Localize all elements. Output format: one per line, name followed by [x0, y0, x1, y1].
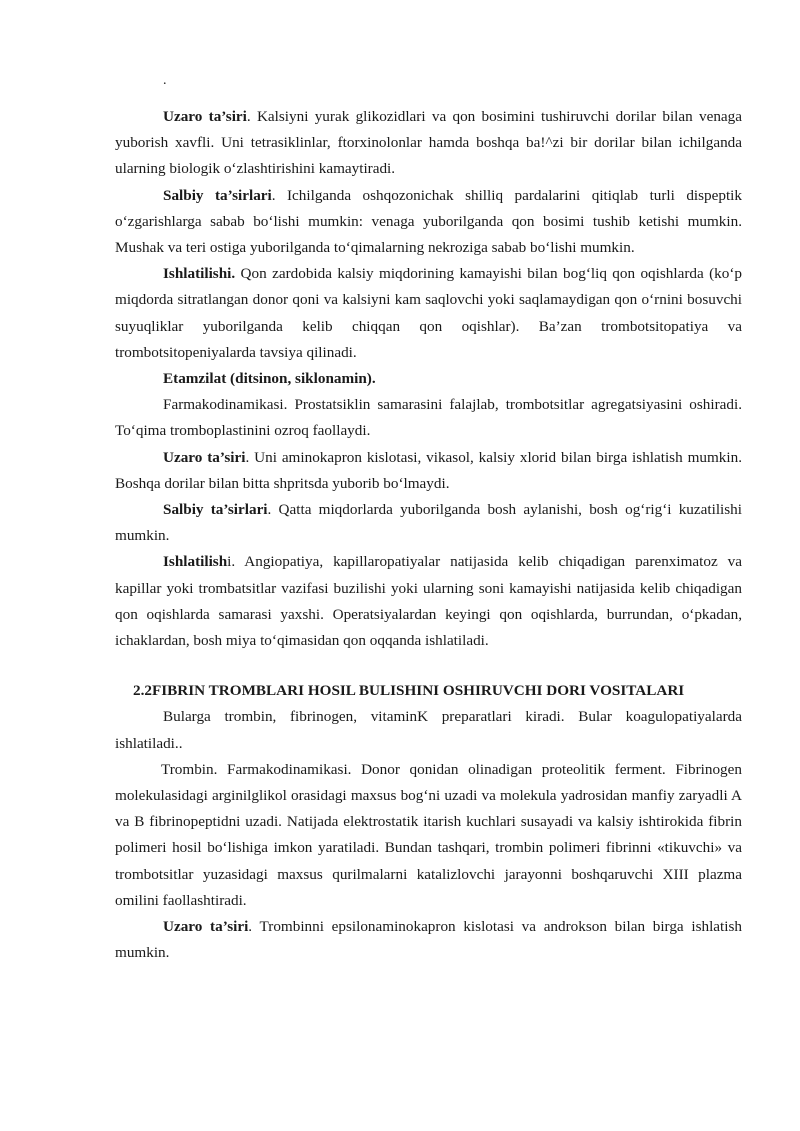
paragraph-lead: Ishlatilishi. [163, 265, 236, 283]
paragraph-lead: Ishlatilish [163, 553, 228, 571]
paragraph-text: . Qatta miqdorlarda yuborilganda bosh aylanishi, bosh og‘rig‘i kuzatilishi mumkin. [115, 501, 742, 545]
paragraph-lead: Uzaro ta’siri [163, 448, 246, 466]
paragraph-interaction [115, 104, 742, 183]
paragraph-intro [115, 704, 742, 756]
paragraph-usage [115, 261, 742, 366]
paragraph-text: . Kalsiyni yurak glikozidlari va qon bosimini tushiruvchi dorilar bilan venaga yuborish xavfli. Uni tetrasiklinlar, ftorxinolonlar hamda boshqa ba!^zi bir dorilar bilan ichilganda ularning biologik o‘zlashtirishini kamaytiradi. [115, 108, 742, 178]
paragraph-trombin-interaction [115, 914, 742, 966]
paragraph-text: . Trombinni epsilonaminokapron kislotasi va androkson bilan birga ishlatish mumkin. [115, 918, 742, 962]
paragraph-etamzilat-usage [115, 549, 742, 654]
paragraph-trombin [115, 757, 742, 914]
paragraph-lead: Salbiy ta’sirlari [163, 186, 272, 204]
top-mark: . [163, 73, 167, 88]
paragraph-lead: Etamzilat (ditsinon, siklonamin). [163, 370, 376, 388]
paragraph-etamzilat-side-effects [115, 497, 742, 549]
paragraph-lead: Uzaro ta’siri [163, 108, 247, 125]
paragraph-text: . Ichilganda oshqozonichak shilliq pardalarini qitiqlab turli dispeptik o‘zgarishlarga sabab bo‘lishi mumkin: venaga yuborilganda qon bosimi tushib ketishi mumkin. Mushak va teri ostiga yuborilganda to‘qimalarning nekroziga sabab bo‘lishi mumkin. [115, 186, 742, 257]
section-heading: 2.2FIBRIN TROMBLARI HOSIL BULISHINI OSHIRUVCHI DORI VOSITALARI [133, 682, 685, 700]
paragraph-text: Bularga trombin, fibrinogen, vitaminK preparatlari kiradi. Bular koagulopatiyalarda ishlatiladi.. [115, 708, 742, 752]
paragraph-text: . Uni aminokapron kislotasi, vikasol, kalsiy xlorid bilan birga ishlatish mumkin. Boshqa dorilar bilan bitta shpritsda yuborib bo‘lmaydi. [115, 448, 742, 492]
paragraph-text: Qon zardobida kalsiy miqdorining kamayishi bilan bog‘liq qon oqishlarda (ko‘p miqdorda sitratlangan donor qoni va kalsiyni kam saqlovchi yoki saqlamaydigan qon o‘rnini bosuvchi suyuqliklar yuborilganda kelib chiqqan qon oqishlar). Ba’zan trombotsitopatiya va trombotsitopeniyalarda tavsiya qilinadi. [115, 265, 742, 361]
paragraph-pharmacodynamics [115, 392, 742, 444]
paragraph-text: i. Angiopatiya, kapillaropatiyalar natijasida kelib chiqadigan parenximatoz va kapillar yoki trombatsitlar vazifasi buzilishi yoki ularning soni kamayishi natijasida kelib chiqadigan qon oqishlarda samarasi yaxshi. Operatsiyalardan keyingi qon oqishlarda, burrundan, o‘pkadan, ichaklardan, bosh miya to‘qimasidan qon oqqanda ishlatiladi. [115, 553, 742, 650]
paragraph-etamzilat-interaction [115, 445, 742, 497]
paragraph-text: Farmakodinamikasi. Prostatsiklin samarasini falajlab, trombotsitlar agregatsiyasini oshiradi. To‘qima tromboplastinini ozroq faollaydi. [115, 396, 742, 440]
paragraph-lead: Uzaro ta’siri [163, 918, 249, 936]
paragraph-text: Trombin. Farmakodinamikasi. Donor qonidan olinadigan proteolitik ferment. Fibrinogen molekulasidagi arginilglikol orasidagi maxsus bog‘ni uzadi va molekula yadrosidan manfiy zaryadli A va B fibrinopeptidni uzadi. Natijada elektrostatik itarish kuchlari susayadi va kalsiy ishtirokida fibrin polimeri hosil bo‘lishiga imkon yaratiladi. Bundan tashqari, trombin polimeri fibrinni «tikuvchi» va trombotsitlar yuzasidagi maxsus qurilmalarni katalizlovchi jarayonni boshqaruvchi XIII plazma omilini faollashtiradi. [115, 760, 742, 909]
paragraph-etamzilat-title [115, 366, 742, 392]
paragraph-side-effects [115, 183, 742, 262]
paragraph-lead: Salbiy ta’sirlari [163, 501, 268, 519]
